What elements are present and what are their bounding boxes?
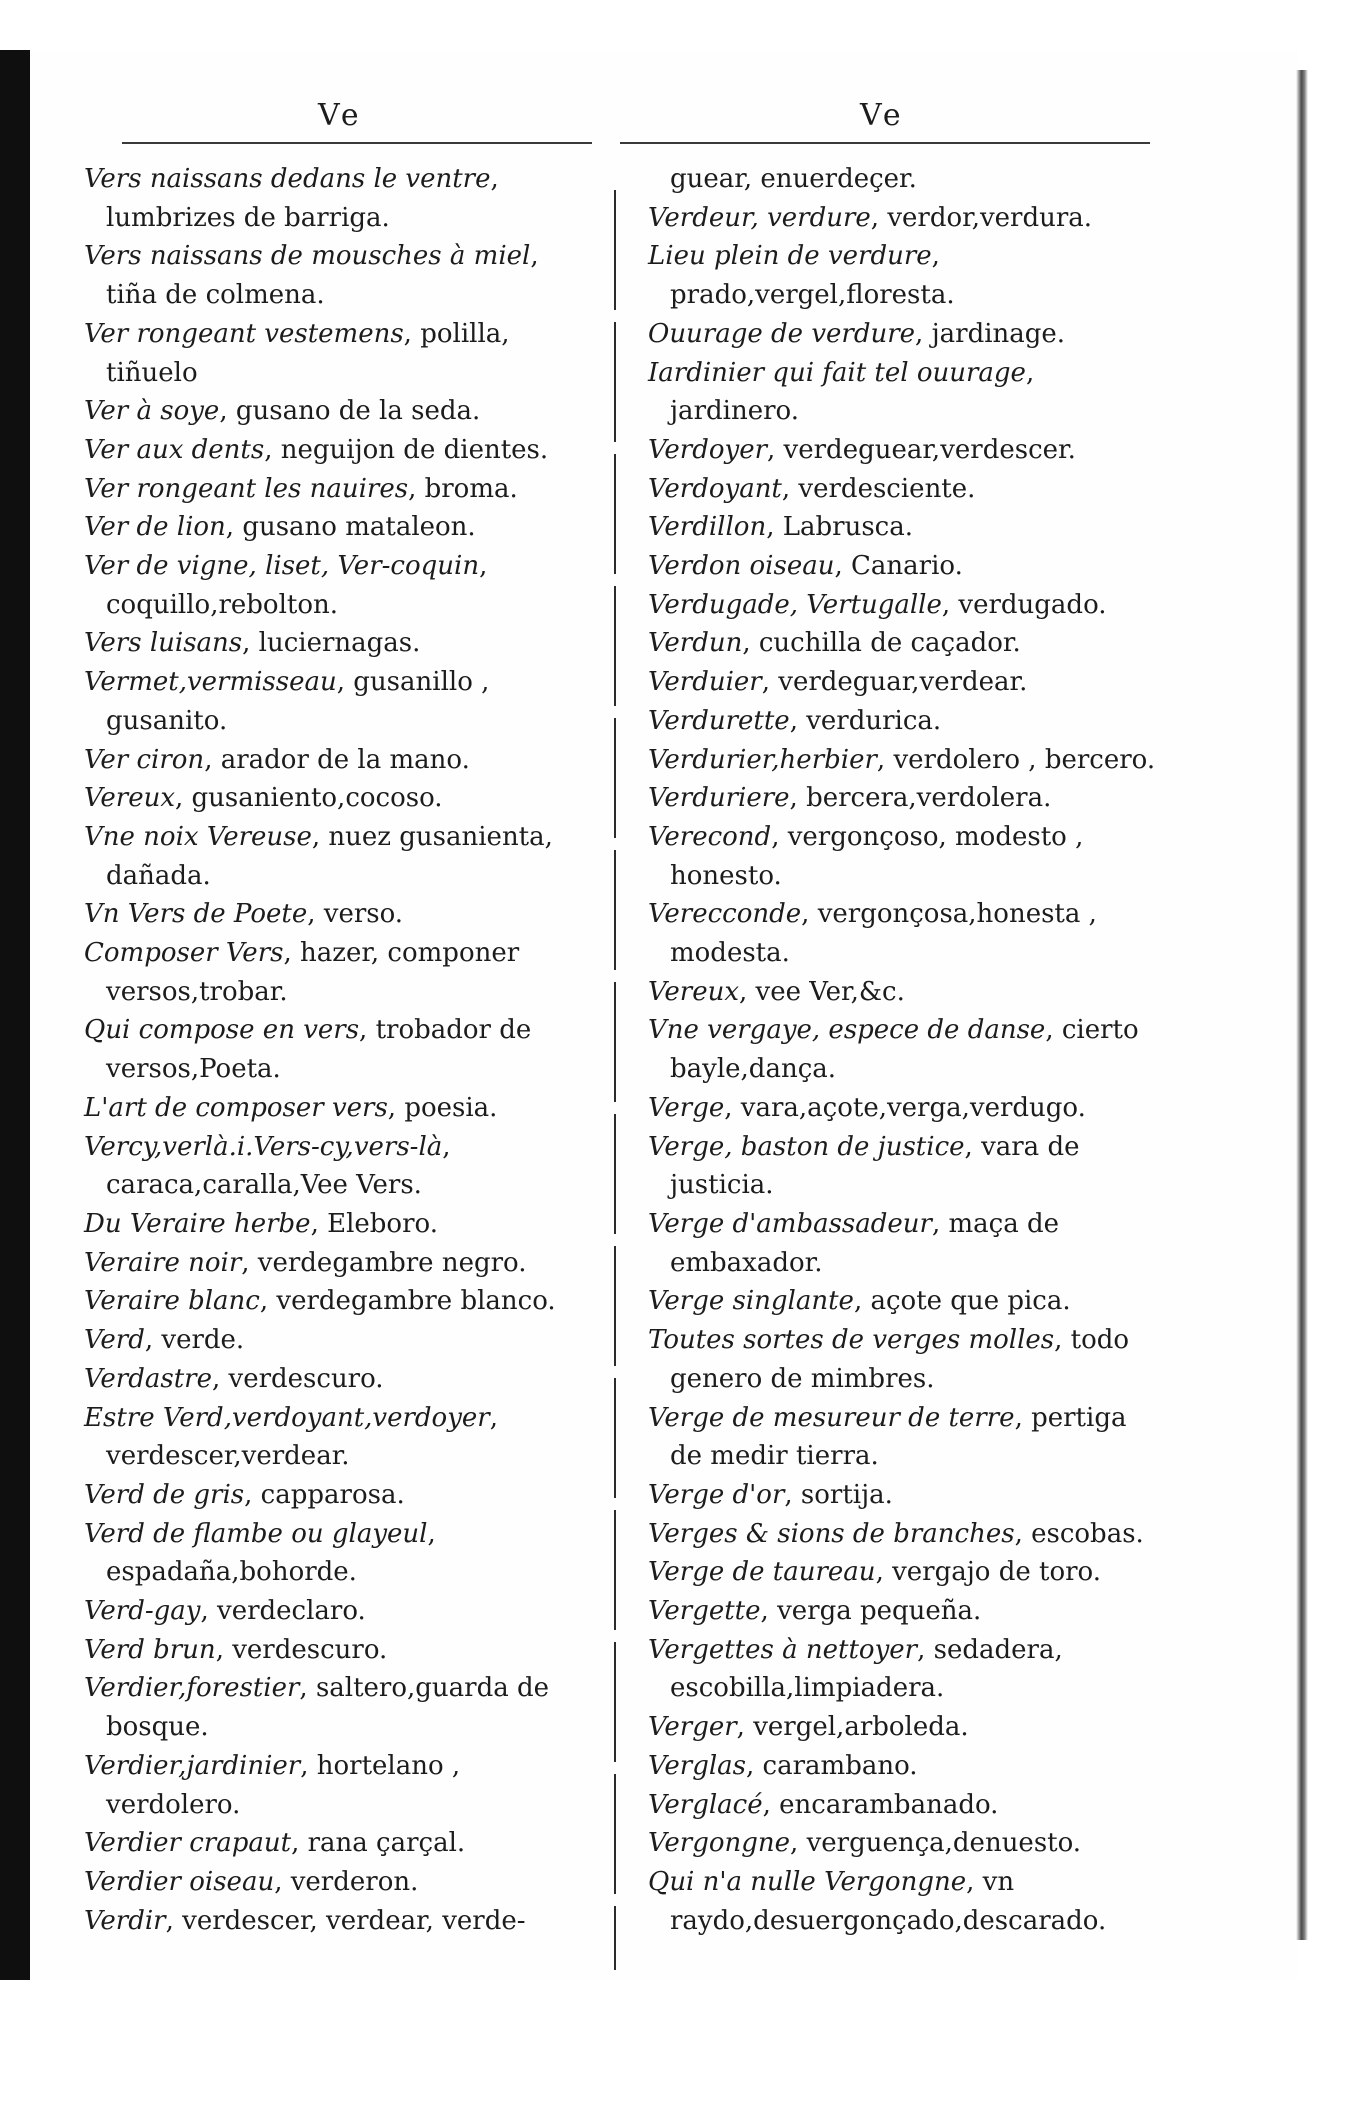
entry-translation: vergajo de toro. (892, 1557, 1102, 1588)
entry-headword: Verdurier,herbier (648, 744, 877, 775)
entry-translation: vara de justicia. (670, 1131, 1080, 1201)
entry-headword: Ver aux dents (84, 434, 265, 465)
entry-separator: , (144, 1325, 162, 1356)
entry-separator: , (215, 1634, 233, 1665)
dictionary-entry (648, 199, 1158, 238)
entry-translation: gusanillo , gusanito. (106, 667, 490, 736)
entry-separator: , (1045, 1015, 1062, 1046)
entry-translation: sortija. (800, 1479, 893, 1510)
entry-translation: poesia. (404, 1092, 498, 1123)
dictionary-entry (84, 895, 594, 934)
entry-headword: Veraire noir (84, 1247, 242, 1278)
dictionary-entry (648, 237, 1158, 314)
entry-separator: , (242, 628, 259, 659)
entry-separator: , (403, 318, 421, 349)
dictionary-entry (84, 1282, 594, 1321)
entry-translation: todo genero de mimbres. (670, 1325, 1130, 1394)
entry-separator: , (784, 1479, 801, 1510)
entry-headword: Verd de gris (84, 1479, 245, 1510)
entry-headword: Verduriere (648, 783, 790, 814)
entry-headword: Lieu plein de verdure (648, 241, 932, 272)
column-divider (614, 190, 616, 1970)
dictionary-entry (84, 1011, 594, 1088)
dictionary-entry (84, 1669, 594, 1746)
dictionary-entry (84, 315, 594, 392)
entry-headword: Ver rongeant vestemens (84, 318, 404, 349)
entry-headword: Verge d'ambassadeur (648, 1208, 932, 1239)
entry-separator: , (241, 1247, 258, 1278)
entry-translation: hazer, componer versos,trobar. (106, 938, 520, 1007)
dictionary-entry (84, 1399, 594, 1476)
entry-headword: Vers naissans de mousches à miel (84, 241, 531, 272)
dictionary-entry (648, 1824, 1158, 1863)
entry-separator: , (408, 473, 425, 504)
entry-separator: , (219, 396, 236, 427)
entry-translation: verdescuro. (228, 1363, 384, 1394)
dictionary-entry (648, 354, 1158, 431)
entry-separator: , (746, 1750, 763, 1781)
entry-translation: espadaña,bohorde. (106, 1557, 357, 1588)
entry-headword: Vergette (648, 1596, 761, 1627)
dictionary-entry (648, 470, 1158, 509)
entry-separator: , (442, 1131, 451, 1162)
entry-translation: vergonçoso, modesto , honesto. (670, 821, 1084, 891)
entry-separator: , (225, 512, 243, 543)
entry-separator: , (739, 976, 756, 1007)
entry-translation: vn raydo,desuergonçado,descarado. (670, 1866, 1107, 1936)
entry-separator: , (724, 1092, 741, 1123)
entry-headword: Vne vergaye, espece de danse (648, 1015, 1046, 1046)
dictionary-entry (84, 1631, 594, 1670)
entry-translation: cuchilla de caçador. (758, 628, 1021, 659)
dictionary-entry (648, 1786, 1158, 1825)
entry-translation: Eleboro. (327, 1208, 438, 1239)
right-column (648, 160, 1158, 1940)
entry-headword: Verges & sions de branches (648, 1518, 1015, 1549)
entry-separator: , (259, 1286, 277, 1317)
entry-headword: Toutes sortes de verges molles (648, 1325, 1055, 1356)
dictionary-entry (648, 741, 1158, 780)
left-running-head: Ve (318, 98, 363, 133)
entry-headword: Verdugade, Vertugalle (648, 589, 942, 620)
dictionary-entry (648, 1011, 1158, 1088)
dictionary-entry (648, 1128, 1158, 1205)
entry-translation: trobador de versos,Poeta. (106, 1015, 532, 1085)
dictionary-entry (84, 1244, 594, 1283)
entry-headword: Qui n'a nulle Vergongne (648, 1866, 967, 1897)
entry-separator: , (291, 1828, 308, 1859)
entry-translation: verdeguar,verdear. (778, 667, 1028, 698)
entry-headword: Verge de mesureur de terre (648, 1402, 1015, 1433)
entry-headword: Verge (648, 1092, 725, 1123)
dictionary-entry (648, 1631, 1158, 1708)
entry-separator: , (310, 1208, 328, 1239)
dictionary-entry (84, 779, 594, 818)
dictionary-entry (84, 1515, 594, 1592)
right-running-head: Ve (860, 98, 905, 133)
entry-separator: , (801, 899, 818, 930)
header-rule-left (122, 142, 592, 144)
entry-headword: Ver rongeant les nauires (84, 473, 409, 504)
entry-separator: , (1014, 1518, 1032, 1549)
entry-translation: Labrusca. (782, 512, 913, 543)
dictionary-entry (648, 973, 1158, 1012)
entry-translation: vara,açote,verga,verdugo. (740, 1092, 1086, 1123)
entry-headword: Ver à soye (84, 396, 220, 427)
entry-separator: , (790, 1828, 807, 1859)
book-binding-edge (0, 50, 30, 1980)
dictionary-entry (84, 547, 594, 624)
entry-headword: Iardinier qui fait tel ouurage (648, 357, 1026, 388)
entry-separator: , (359, 1015, 376, 1046)
entry-headword: Estre Verd,verdoyant,verdoyer (84, 1402, 490, 1433)
entry-translation: vergel,arboleda. (753, 1712, 969, 1743)
entry-translation: caraca,caralla,Vee Vers. (106, 1170, 422, 1201)
entry-headword: Verdoyant (648, 473, 782, 504)
entry-headword: Verglas (648, 1750, 747, 1781)
dictionary-entry (84, 818, 594, 895)
dictionary-entry (648, 160, 1158, 199)
entry-translation: vergonçosa,honesta , modesta. (670, 899, 1097, 969)
entry-headword: Ouurage de verdure (648, 318, 916, 349)
entry-separator: , (875, 1557, 893, 1588)
dictionary-entry (648, 1592, 1158, 1631)
dictionary-entry (84, 1128, 594, 1205)
entry-translation: gusano mataleon. (242, 512, 476, 543)
entry-headword: Verge d'or (648, 1479, 785, 1510)
entry-headword: Verdillon (648, 512, 767, 543)
entry-headword: Verd de flambe ou glayeul (84, 1518, 428, 1549)
entry-separator: , (490, 164, 499, 194)
entry-translation: hortelano , verdolero. (106, 1750, 461, 1820)
entry-separator: , (771, 821, 788, 852)
entry-headword: Verglacé (648, 1789, 763, 1820)
entry-translation: verso. (323, 899, 404, 930)
entry-translation: gusano de la seda. (235, 396, 481, 427)
entry-headword: Ver de vigne, liset, Ver-coquin (84, 551, 480, 582)
entry-translation: rana çarçal. (307, 1828, 466, 1859)
entry-separator: , (200, 1596, 217, 1627)
entry-separator: , (311, 821, 329, 852)
entry-translation: cierto bayle,dança. (670, 1015, 1139, 1085)
entry-separator: , (307, 899, 324, 930)
dictionary-entry (84, 624, 594, 663)
entry-translation: verdeguear,verdescer. (783, 434, 1076, 465)
dictionary-entry (648, 779, 1158, 818)
dictionary-entry (84, 1824, 594, 1863)
entry-headword: Vergongne (648, 1828, 791, 1859)
entry-separator: , (781, 473, 799, 504)
dictionary-entry (648, 663, 1158, 702)
dictionary-entry (648, 1515, 1158, 1554)
entry-separator: , (1054, 1325, 1071, 1356)
entry-separator: , (204, 744, 221, 775)
entry-separator: , (211, 1363, 229, 1394)
dictionary-entry (84, 237, 594, 314)
dictionary-entry (84, 470, 594, 509)
entry-translation: verdeclaro. (217, 1596, 366, 1627)
entry-translation: verdor,verdura. (887, 202, 1093, 233)
left-column (84, 160, 594, 1940)
entry-headword: Verecond (648, 821, 772, 852)
entry-translation: escobas. (1031, 1518, 1144, 1549)
entry-translation: verdolero , bercero. (893, 744, 1156, 775)
dictionary-entry (648, 702, 1158, 741)
entry-translation: verde. (161, 1325, 245, 1356)
entry-translation: jardinage. (931, 318, 1066, 349)
entry-headword: Vereux (648, 976, 739, 1007)
entry-headword: Veraire blanc (84, 1286, 260, 1317)
dictionary-entry (84, 741, 594, 780)
entry-separator: , (530, 241, 539, 272)
entry-headword: Vn Vers de Poete (84, 899, 308, 930)
dictionary-entry (84, 1205, 594, 1244)
dictionary-entry (648, 1282, 1158, 1321)
entry-headword: Verdir (84, 1905, 166, 1936)
entry-headword: Verdier oiseau (84, 1866, 275, 1897)
header-rule-right (620, 142, 1150, 144)
entry-translation: luciernagas. (258, 628, 421, 659)
entry-separator: , (834, 551, 851, 582)
entry-headword: Verdier crapaut (84, 1828, 292, 1859)
entry-headword: Ver de lion (84, 512, 226, 543)
entry-separator: , (489, 1402, 498, 1433)
entry-translation: sedadera, escobilla,limpiadera. (670, 1634, 1063, 1704)
entry-translation: verdesciente. (798, 473, 976, 504)
entry-headword: Vergettes à nettoyer (648, 1634, 918, 1665)
entry-headword: Verduier (648, 667, 762, 698)
entry-translation: verga pequeña. (777, 1596, 982, 1627)
entry-separator: , (300, 1750, 317, 1781)
entry-translation: carambano. (762, 1750, 918, 1781)
entry-translation: gusaniento,cocoso. (191, 783, 443, 814)
dictionary-entry (84, 1592, 594, 1631)
entry-headword: Verdun (648, 628, 743, 659)
entry-translation: lumbrizes de barriga. (106, 202, 390, 233)
entry-translation: verdugado. (958, 589, 1107, 620)
entry-headword: Vermet,vermisseau (84, 667, 337, 698)
entry-separator: , (387, 1092, 405, 1123)
dictionary-entry (648, 508, 1158, 547)
dictionary-entry (648, 547, 1158, 586)
entry-translation: verdescer,verdear. (106, 1441, 350, 1472)
entry-translation: verguença,denuesto. (806, 1828, 1082, 1859)
entry-headword: Verdastre (84, 1363, 212, 1394)
entry-headword: Qui compose en vers (84, 1015, 360, 1046)
entry-separator: , (274, 1866, 291, 1897)
entry-translation: polilla, tiñuelo (106, 318, 510, 388)
entry-separator: , (742, 628, 759, 659)
entry-separator: , (931, 1208, 949, 1239)
entry-separator: , (1025, 357, 1035, 388)
entry-headword: Verdier,forestier (84, 1673, 300, 1704)
entry-translation: jardinero. (670, 396, 799, 427)
entry-headword: Verge, baston de justice (648, 1131, 965, 1162)
entry-separator: , (479, 551, 488, 582)
dictionary-entry (648, 818, 1158, 895)
dictionary-entry (84, 663, 594, 740)
dictionary-entry (84, 1902, 594, 1941)
dictionary-entry (84, 1747, 594, 1824)
entry-separator: , (767, 434, 784, 465)
entry-translation: broma. (424, 473, 518, 504)
entry-separator: , (760, 1596, 778, 1627)
dictionary-entry (84, 431, 594, 470)
entry-headword: Vers luisans (84, 628, 243, 659)
page-edge-shadow (1296, 70, 1308, 1940)
entry-separator: , (789, 705, 807, 736)
entry-translation: guear, enuerdeçer. (670, 164, 917, 194)
entry-translation: bercera,verdolera. (806, 783, 1052, 814)
dictionary-entry (648, 1747, 1158, 1786)
entry-headword: Vne noix Vereuse (84, 821, 312, 852)
dictionary-entry (648, 1476, 1158, 1515)
entry-separator: , (766, 512, 783, 543)
entry-headword: Verdeur, verdure (648, 202, 871, 233)
entry-translation: neguijon de dientes. (280, 434, 549, 465)
entry-headword: Verd-gay (84, 1596, 201, 1627)
entry-headword: Vercy,verlà.i.Vers-cy,vers-là (84, 1131, 443, 1162)
entry-translation: saltero,guarda de bosque. (106, 1673, 550, 1743)
entry-headword: Verdurette (648, 705, 790, 736)
entry-separator: , (427, 1518, 436, 1549)
entry-translation: nuez gusanienta, dañada. (106, 821, 553, 891)
dictionary-entry (648, 1399, 1158, 1476)
entry-translation: verdegambre negro. (257, 1247, 527, 1278)
dictionary-entry (84, 1321, 594, 1360)
dictionary-entry (648, 1553, 1158, 1592)
entry-headword: Composer Vers (84, 938, 284, 969)
entry-headword: L'art de composer vers (84, 1092, 388, 1123)
dictionary-entry (84, 1476, 594, 1515)
entry-headword: Verge de taureau (648, 1557, 876, 1588)
entry-translation: pertiga de medir tierra. (670, 1402, 1127, 1472)
dictionary-entry (648, 1708, 1158, 1747)
entry-headword: Verecconde (648, 899, 802, 930)
entry-headword: Verdier,jardinier (84, 1750, 301, 1781)
entry-translation: vee Ver,&c. (755, 976, 905, 1007)
entry-headword: Verd brun (84, 1634, 216, 1665)
entry-translation: capparosa. (260, 1479, 405, 1510)
entry-headword: Verd (84, 1325, 145, 1356)
dictionary-entry (648, 1089, 1158, 1128)
entry-separator: , (915, 318, 932, 349)
entry-headword: Du Veraire herbe (84, 1208, 311, 1239)
dictionary-entry (84, 392, 594, 431)
entry-separator: , (853, 1286, 871, 1317)
entry-separator: , (876, 744, 894, 775)
entry-translation: verderon. (290, 1866, 419, 1897)
dictionary-entry (648, 1863, 1158, 1940)
entry-translation: prado,vergel,floresta. (670, 280, 955, 311)
dictionary-entry (84, 1089, 594, 1128)
entry-translation: arador de la mano. (220, 744, 470, 775)
dictionary-entry (84, 160, 594, 237)
entry-headword: Vereux (84, 783, 175, 814)
entry-headword: Vers naissans dedans le ventre (84, 164, 491, 194)
entry-separator: , (931, 241, 940, 272)
entry-separator: , (1014, 1402, 1032, 1433)
entry-separator: , (299, 1673, 316, 1704)
entry-separator: , (870, 202, 888, 233)
dictionary-entry (84, 1863, 594, 1902)
entry-translation: coquillo,rebolton. (106, 589, 339, 620)
dictionary-entry (648, 586, 1158, 625)
dictionary-entry (84, 1360, 594, 1399)
entry-headword: Verger (648, 1712, 737, 1743)
dictionary-entry (648, 315, 1158, 354)
dictionary-entry (648, 1205, 1158, 1282)
entry-separator: , (736, 1712, 754, 1743)
entry-translation: verdurica. (806, 705, 942, 736)
entry-headword: Verge singlante (648, 1286, 854, 1317)
entry-separator: , (175, 783, 192, 814)
entry-translation: verdescer, verdear, verde- (182, 1905, 526, 1936)
entry-headword: Ver ciron (84, 744, 205, 775)
entry-separator: , (964, 1131, 982, 1162)
dictionary-entry (84, 508, 594, 547)
entry-separator: , (336, 667, 354, 698)
entry-separator: , (244, 1479, 261, 1510)
entry-translation: açote que pica. (870, 1286, 1071, 1317)
dictionary-entry (648, 624, 1158, 663)
entry-separator: , (917, 1634, 934, 1665)
entry-translation: tiña de colmena. (106, 280, 325, 311)
entry-separator: , (283, 938, 300, 969)
entry-translation: Canario. (851, 551, 963, 582)
entry-translation: verdegambre blanco. (276, 1286, 556, 1317)
dictionary-entry (648, 1321, 1158, 1398)
entry-separator: , (165, 1905, 183, 1936)
entry-separator: , (966, 1866, 983, 1897)
dictionary-entry (648, 895, 1158, 972)
entry-headword: Verdoyer (648, 434, 768, 465)
entry-separator: , (264, 434, 281, 465)
entry-separator: , (789, 783, 807, 814)
entry-translation: maça de embaxador. (670, 1208, 1060, 1278)
dictionary-entry (648, 431, 1158, 470)
entry-headword: Verdon oiseau (648, 551, 835, 582)
entry-separator: , (761, 667, 779, 698)
dictionary-entry (84, 934, 594, 1011)
entry-translation: encarambanado. (779, 1789, 999, 1820)
entry-separator: , (941, 589, 959, 620)
entry-separator: , (762, 1789, 780, 1820)
entry-translation: verdescuro. (232, 1634, 388, 1665)
